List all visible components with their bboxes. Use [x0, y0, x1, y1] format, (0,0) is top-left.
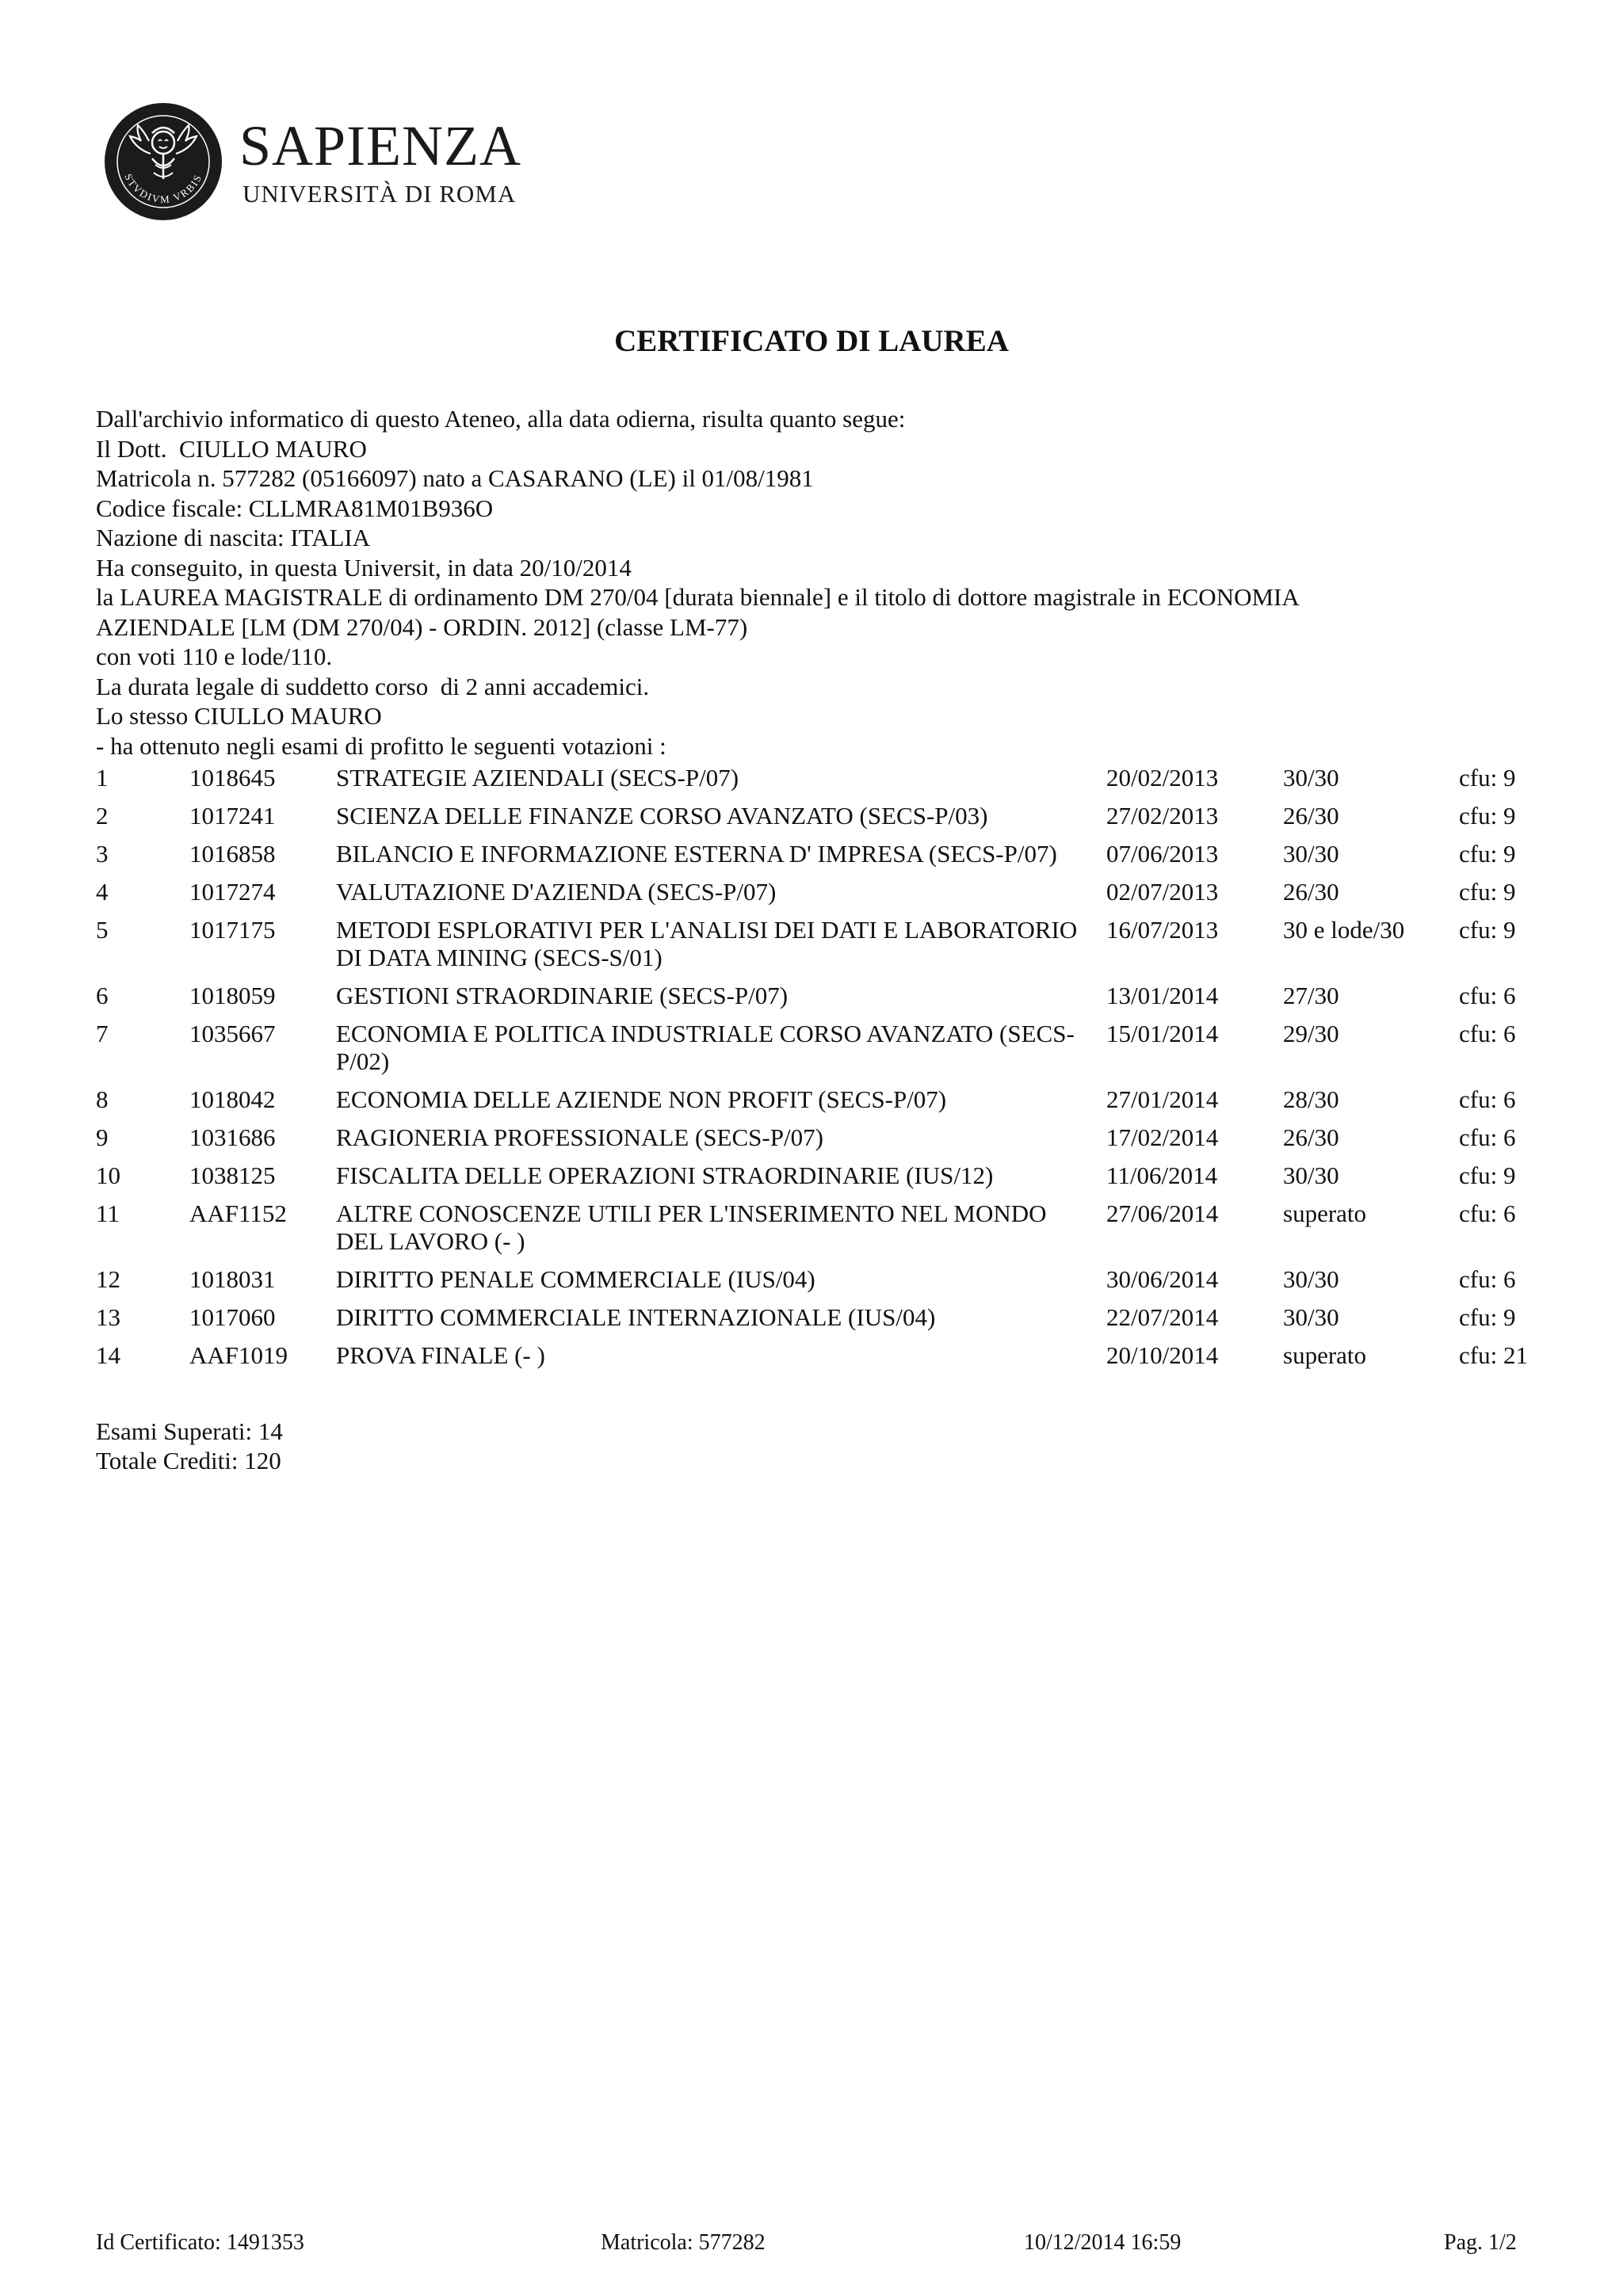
- total-credits: Totale Crediti: 120: [96, 1447, 281, 1474]
- exam-cfu: cfu: 6: [1459, 982, 1516, 1009]
- exam-cfu: cfu: 6: [1459, 1085, 1516, 1113]
- exam-cfu: cfu: 9: [1459, 764, 1516, 791]
- exam-number: 12: [96, 1265, 120, 1293]
- table-row: [96, 916, 1546, 982]
- intro-line: AZIENDALE [LM (DM 270/04) - ORDIN. 2012] (classe LM-77): [96, 612, 748, 641]
- exam-code: 1017241: [189, 802, 276, 830]
- exam-code: 1018031: [189, 1265, 276, 1293]
- intro-line: - ha ottenuto negli esami di profitto le seguenti votazioni :: [96, 731, 666, 760]
- exam-number: 1: [96, 764, 109, 791]
- exam-cfu: cfu: 6: [1459, 1123, 1516, 1151]
- exam-date: 07/06/2013: [1106, 840, 1219, 868]
- intro-line: con voti 110 e lode/110.: [96, 643, 333, 670]
- exam-grade: 29/30: [1283, 1020, 1339, 1047]
- exam-name: SCIENZA DELLE FINANZE CORSO AVANZATO (SECS-P/03): [336, 802, 988, 830]
- intro-line: la LAUREA MAGISTRALE di ordinamento DM 270/04 [durata biennale] e il titolo di dottore magistrale in ECONOMIA: [96, 583, 1300, 611]
- exam-grade: 30/30: [1283, 1161, 1339, 1189]
- certificate-id: Id Certificato: 1491353: [96, 2230, 304, 2255]
- exam-cfu: cfu: 6: [1459, 1199, 1516, 1227]
- exam-name: FISCALITA DELLE OPERAZIONI STRAORDINARIE (IUS/12): [336, 1161, 994, 1189]
- exam-grade: 26/30: [1283, 1123, 1339, 1151]
- intro-line: Nazione di nascita: ITALIA: [96, 524, 371, 551]
- table-row: [96, 982, 1546, 1020]
- exam-date: 20/10/2014: [1106, 1341, 1219, 1369]
- exam-name: DIRITTO COMMERCIALE INTERNAZIONALE (IUS/04): [336, 1303, 936, 1331]
- exam-cfu: cfu: 9: [1459, 878, 1516, 906]
- exam-name: PROVA FINALE (- ): [336, 1341, 545, 1369]
- exam-grade: 30/30: [1283, 1303, 1339, 1331]
- intro-line: Il Dott. CIULLO MAURO: [96, 434, 367, 463]
- exam-number: 13: [96, 1303, 120, 1331]
- exam-grade: 30 e lode/30: [1283, 916, 1405, 944]
- exam-date: 15/01/2014: [1106, 1020, 1219, 1047]
- exam-code: 1035667: [189, 1020, 276, 1047]
- exam-cfu: cfu: 21: [1459, 1341, 1528, 1369]
- exam-code: AAF1019: [189, 1341, 288, 1369]
- exams-passed: Esami Superati: 14: [96, 1417, 283, 1445]
- exam-grade: superato: [1283, 1341, 1367, 1369]
- exam-grade: 30/30: [1283, 1265, 1339, 1293]
- exam-table: [96, 764, 1546, 1379]
- university-logo: [103, 101, 522, 228]
- exam-code: 1017274: [189, 878, 276, 906]
- exam-date: 22/07/2014: [1106, 1303, 1219, 1331]
- exam-name: DIRITTO PENALE COMMERCIALE (IUS/04): [336, 1265, 815, 1293]
- table-row: [96, 878, 1546, 916]
- exam-code: 1017175: [189, 916, 276, 944]
- exam-number: 11: [96, 1199, 120, 1227]
- exam-date: 30/06/2014: [1106, 1265, 1219, 1293]
- exam-date: 20/02/2013: [1106, 764, 1219, 791]
- exam-date: 13/01/2014: [1106, 982, 1219, 1009]
- table-row: [96, 1303, 1546, 1341]
- exam-date: 16/07/2013: [1106, 916, 1219, 944]
- exam-name: VALUTAZIONE D'AZIENDA (SECS-P/07): [336, 878, 777, 906]
- intro-line: Ha conseguito, in questa Universit, in data 20/10/2014: [96, 553, 632, 582]
- footer-datetime: 10/12/2014 16:59: [1024, 2230, 1182, 2255]
- table-row: [96, 1265, 1546, 1303]
- exam-code: 1016858: [189, 840, 276, 868]
- exam-name: ECONOMIA E POLITICA INDUSTRIALE CORSO AVANZATO (SECS-P/02): [336, 1020, 1075, 1075]
- table-row: [96, 764, 1546, 802]
- exam-date: 02/07/2013: [1106, 878, 1219, 906]
- exam-grade: 27/30: [1283, 982, 1339, 1009]
- footer-matricola: Matricola: 577282: [601, 2230, 766, 2255]
- exam-cfu: cfu: 9: [1459, 802, 1516, 830]
- exam-date: 27/02/2013: [1106, 802, 1219, 830]
- exam-grade: 30/30: [1283, 840, 1339, 868]
- exam-name: GESTIONI STRAORDINARIE (SECS-P/07): [336, 982, 789, 1009]
- document-title: CERTIFICATO DI LAUREA: [614, 324, 1009, 358]
- exam-grade: 30/30: [1283, 764, 1339, 791]
- intro-text: [96, 404, 1546, 761]
- intro-line: Codice fiscale: CLLMRA81M01B936O: [96, 494, 494, 522]
- exam-number: 5: [96, 916, 109, 944]
- table-row: [96, 1123, 1546, 1161]
- exam-code: 1018059: [189, 982, 276, 1009]
- exam-code: 1038125: [189, 1161, 276, 1189]
- table-row: [96, 1161, 1546, 1199]
- exam-cfu: cfu: 9: [1459, 1303, 1516, 1331]
- exam-grade: 26/30: [1283, 878, 1339, 906]
- exam-number: 3: [96, 840, 109, 868]
- table-row: [96, 840, 1546, 878]
- exam-name: RAGIONERIA PROFESSIONALE (SECS-P/07): [336, 1123, 823, 1151]
- exam-date: 27/01/2014: [1106, 1085, 1219, 1113]
- table-row: [96, 1341, 1546, 1379]
- exam-date: 17/02/2014: [1106, 1123, 1219, 1151]
- intro-line: Dall'archivio informatico di questo Ateneo, alla data odierna, risulta quanto segue:: [96, 405, 906, 433]
- exam-date: 11/06/2014: [1106, 1161, 1218, 1189]
- exam-cfu: cfu: 9: [1459, 840, 1516, 868]
- exam-name: METODI ESPLORATIVI PER L'ANALISI DEI DATI E LABORATORIO DI DATA MINING (SECS-S/01): [336, 916, 1078, 971]
- exam-cfu: cfu: 9: [1459, 1161, 1516, 1189]
- exam-code: AAF1152: [189, 1199, 287, 1227]
- exam-name: ECONOMIA DELLE AZIENDE NON PROFIT (SECS-P/07): [336, 1085, 947, 1113]
- exam-number: 6: [96, 982, 109, 1009]
- exam-name: STRATEGIE AZIENDALI (SECS-P/07): [336, 764, 739, 791]
- exam-number: 4: [96, 878, 109, 906]
- exam-name: ALTRE CONOSCENZE UTILI PER L'INSERIMENTO NEL MONDO DEL LAVORO (- ): [336, 1199, 1047, 1255]
- brand-name: SAPIENZA: [239, 114, 522, 177]
- exam-grade: 26/30: [1283, 802, 1339, 830]
- exam-code: 1031686: [189, 1123, 276, 1151]
- intro-line: Lo stesso CIULLO MAURO: [96, 702, 382, 730]
- exam-name: BILANCIO E INFORMAZIONE ESTERNA D' IMPRESA (SECS-P/07): [336, 840, 1057, 868]
- exam-cfu: cfu: 6: [1459, 1020, 1516, 1047]
- exam-number: 8: [96, 1085, 109, 1113]
- summary: [96, 1417, 283, 1475]
- exam-cfu: cfu: 6: [1459, 1265, 1516, 1293]
- exam-code: 1018042: [189, 1085, 276, 1113]
- intro-line: La durata legale di suddetto corso di 2 anni accademici.: [96, 672, 650, 700]
- exam-date: 27/06/2014: [1106, 1199, 1219, 1227]
- table-row: [96, 1199, 1546, 1265]
- exam-number: 10: [96, 1161, 120, 1189]
- exam-number: 2: [96, 802, 109, 830]
- table-row: [96, 1085, 1546, 1123]
- exam-code: 1017060: [189, 1303, 276, 1331]
- table-row: [96, 1020, 1546, 1085]
- brand-subtitle: UNIVERSITÀ DI ROMA: [242, 180, 517, 208]
- intro-line: Matricola n. 577282 (05166097) nato a CASARANO (LE) il 01/08/1981: [96, 464, 814, 492]
- table-row: [96, 802, 1546, 840]
- sapienza-seal-icon: [103, 101, 223, 222]
- exam-number: 7: [96, 1020, 109, 1047]
- page-number: Pag. 1/2: [1444, 2230, 1517, 2255]
- exam-cfu: cfu: 9: [1459, 916, 1516, 944]
- exam-number: 9: [96, 1123, 109, 1151]
- exam-code: 1018645: [189, 764, 276, 791]
- exam-number: 14: [96, 1341, 120, 1369]
- svg-text:STVDIVM VRBIS: STVDIVM VRBIS: [122, 171, 204, 206]
- exam-grade: 28/30: [1283, 1085, 1339, 1113]
- exam-grade: superato: [1283, 1199, 1367, 1227]
